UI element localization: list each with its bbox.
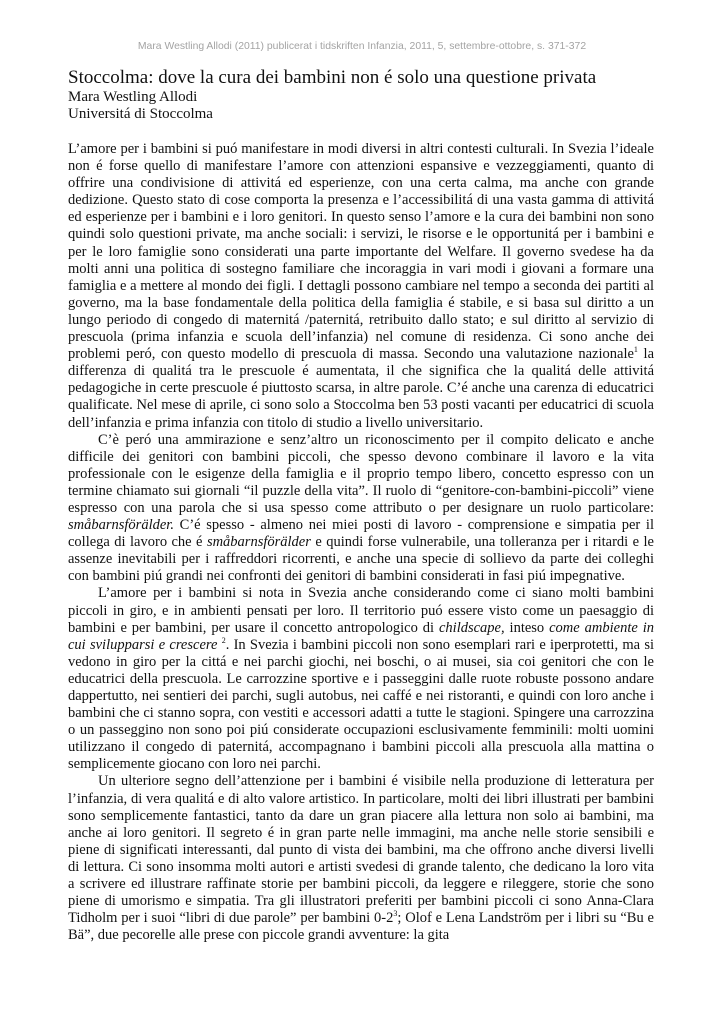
text-run: L’amore per i bambini si nota in Svezia anche considerando come ci siano molti bambini piccoli in giro, e in ambienti pensati per loro. Il territorio puó essere visto come un paesaggio di bambini e per bambini, per usare il concetto antropologico di (68, 585, 654, 636)
text-run: C’é spesso - almeno nei miei posti di lavoro - comprensione e simpatia per il collega di lavoro che é (68, 517, 654, 551)
text-run: inteso (504, 619, 550, 636)
body-paragraph (68, 773, 654, 944)
running-header: Mara Westling Allodi (2011) publicerat i tidskriften Infanzia, 2011, 5, settembre-ottobre, s. 371-372 (137, 41, 587, 52)
text-run: la differenza di qualitá tra le prescuole é aumentata, il che significa che la qualitá delle attivitá pedagogiche in certe prescuole é piuttosto scarsa, in altre parole. C’é anche una carenza di educatrici qualificate. Nel mese di aprile, ci sono solo a Stoccolma ben 53 posti vacanti per educatrici di scuola dell’infanzia e prima infanzia con titolo di studio a livello universitario. (68, 346, 655, 431)
footnote-marker: 3 (393, 909, 398, 919)
body-paragraph (68, 432, 654, 586)
article-title: Stoccolma: dove la cura dei bambini non é solo una questione privata (68, 67, 597, 88)
italic-term: come ambiente in cui svilupparsi e crescere (68, 619, 654, 653)
author-affiliation: Universitá di Stoccolma (68, 106, 213, 122)
italic-term: småbarnsförälder (206, 534, 311, 551)
article-body (68, 141, 654, 944)
text-run: Un ulteriore segno dell’attenzione per i bambini é visibile nella produzione di letteratura per l’infanzia, di vera qualitá e di alto valore artistico. In particolare, molti dei libri illustrati per bambini sono semplicemente fantastici, tanto da dare un gran piacere alla lettura non solo ai bambini, ma anche ai loro genitori. Il segreto é in gran parte nelle immagini, ma anche nelle storie sensibili e piene di significati interessanti, dal punto di vista dei bambini, ma che offrono anche diversi livelli di lettura. Ci sono insomma molti autori e artisti svedesi di grande talento, che dedicano la loro vita a scrivere ed illustrare raffinate storie per bambini piccoli, da leggere e rileggere, storie che sono piene di umorismo e simpatia. Tra gli illustratori preferiti per bambini piccoli ci sono Anna-Clara Tidholm per i suoi “libri di due parole” per bambini 0-2 (68, 773, 654, 927)
italic-term: childscape, (438, 619, 505, 636)
body-paragraph (68, 141, 654, 432)
footnote-marker: 2 (221, 635, 226, 645)
text-run: C’è peró una ammirazione e senz’altro un riconoscimento per il compito delicato e anche difficile dei genitori con bambini piccoli, che spesso devono combinare il lavoro e la vita professionale con le esigenze della famiglia e il proprio tempo libero, concetto espresso con un termine chiamato sui giornali “il puzzle della vita”. Il ruolo di “genitore-con-bambini-piccoli” viene espresso con una parola che si usa spesso come attributo o per designare un ruolo particolare: (68, 431, 654, 516)
text-run: ; Olof e Lena Landström per i libri su “Bu e Bä”, due pecorelle alle prese con piccole grandi avventure: la gita (68, 910, 654, 944)
footnote-marker: 1 (633, 345, 638, 355)
body-paragraph (68, 585, 654, 773)
italic-term: småbarnsförälder. (68, 517, 174, 534)
article-header (68, 66, 668, 123)
text-run: L’amore per i bambini si puó manifestare in modi diversi in altri contesti culturali. In Svezia l’ideale non é forse quello di manifestare l’amore con attenzioni espansive e vezzeggiamenti, quanto di offrire una condivisione di attivitá ed esperienze, con una certa calma, ma anche con grande dedizione. Questo stato di cose comporta la presenza e l’accessibilitá di una vasta gamma di attivitá ed esperienze per i bambini e i loro genitori. In questo senso l’amore e la cura dei bambini non sono quindi solo questioni private, ma anche sociali: i servizi, le risorse e le opportunitá per i bambini e per le loro famiglie sono considerati una parte importante del Welfare. Il governo svedese ha da molti anni una politica di sostegno familiare che incoraggia in vari modi i giovani a formare una famiglia e a mettere al mondo dei figli. I dettagli possono cambiare nel tempo a seconda dei partiti al governo, ma la base fondamentale della politica della famiglia é stabile, e si basa sul diritto a un lungo periodo di congedo di maternitá /paternitá, retribuito dallo stato; e sul diritto al servizio di prescuola (prima infanzia e scuola dell’infanzia) nel comune di residenza. Ci sono anche dei problemi peró, con questo modello di prescuola di massa. Secondo una valutazione nazionale (68, 141, 654, 363)
text-run: e quindi forse vulnerabile, una tolleranza per i ritardi e le assenze inevitabili per i raffreddori ricorrenti, e anche una specie di sollievo da parte dei colleghi con bambini piú grandi nei confronti dei genitori di bambini considerati in fasi piú impegnative. (68, 534, 654, 585)
text-run: . In Svezia i bambini piccoli non sono esemplari rari e iperprotetti, ma si vedono in giro per la cittá e nei parchi giochi, nei boschi, o ai musei, sia coi genitori che con le educatrici della prescuola. Le carrozzine sportive e i passeggini dalle ruote robuste possono andare dappertutto, nei sentieri dei parchi, sugli autobus, nei caffé e nei ristoranti, e quindi con loro anche i bambini che ci stanno sopra, con vestiti e accessori adatti a tutte le stagioni. Spingere una carrozzina o un passeggino non sono poi piú considerate occupazioni esclusivamente femminili: molti uomini utilizzano il congedo di paternitá, accompagnano i bambini piccoli alla prescuola alla mattina o semplicemente giocano con loro nei parchi. (68, 636, 655, 773)
author-name: Mara Westling Allodi (68, 89, 198, 105)
